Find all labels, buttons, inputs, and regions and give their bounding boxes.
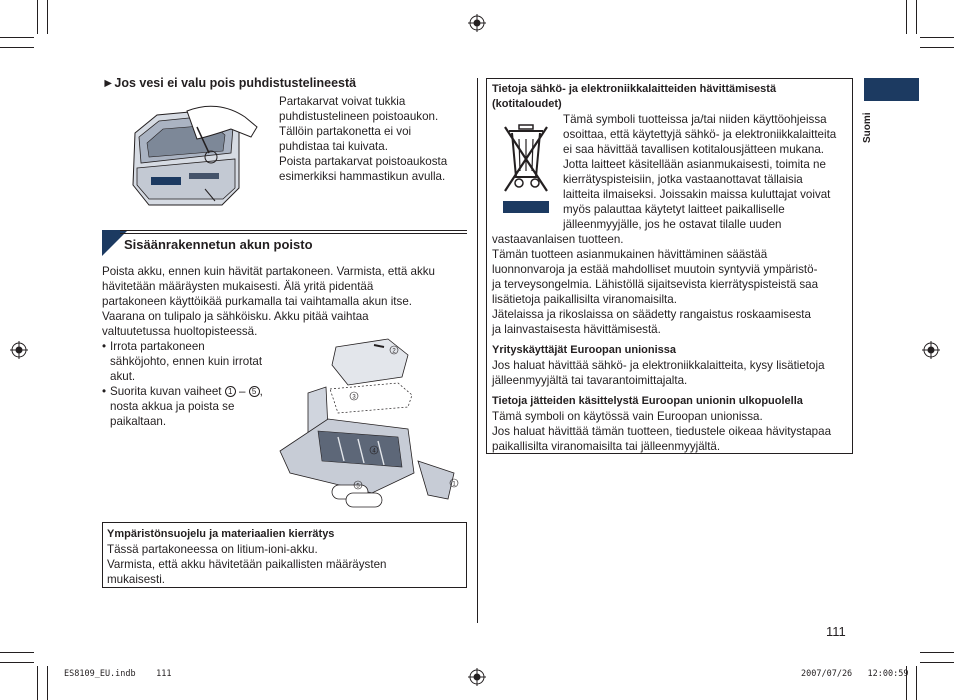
registration-mark-icon [10,341,28,359]
crossed-bin-icon [501,123,551,197]
battery-intro-line: Poista akku, ennen kuin hävität partakoneen. Varmista, että akku [102,265,435,278]
registration-mark-icon [922,341,940,359]
crop-mark [916,666,917,700]
footer-filename: ES8109_EU.indb [64,669,136,679]
footer-timestamp [801,669,909,679]
bullet-line: sähköjohto, ennen kuin irrotat [110,355,263,368]
svg-text:5: 5 [356,483,360,490]
crop-mark [920,662,954,663]
battery-intro-line: hävitetään määräysten mukaisesti. Älä yritä pidentää [102,280,374,293]
footer-file-page: 111 [156,669,172,679]
crop-mark [916,0,917,34]
drain-text-line: Partakarvat voivat tukkia [279,95,406,108]
environment-box [102,522,467,588]
registration-mark-icon [468,14,486,32]
list-item [102,384,282,429]
crop-mark [920,37,954,38]
weee-line: jälleenmyyjältä tai tavarantoimittajalta. [492,374,688,387]
bullet-text: Suorita kuvan vaiheet [110,385,222,398]
language-tab [864,78,919,101]
heading-rule [120,233,467,234]
crop-mark [0,47,34,48]
battery-intro-line: valtuutetussa huoltopisteessä. [102,325,258,338]
crop-mark [0,37,34,38]
drain-text-line: puhdistaa tai kuivata. [279,140,388,153]
bullet-text: , [259,385,263,398]
weee-line: Jotta laitteet käsitellään asianmukaisesti, toimita ne [563,158,826,171]
drain-text-line: Poista partakarvat poistoaukosta [279,155,448,168]
drain-text-line: puhdistustelineen poistoaukon. [279,110,439,123]
weee-line: Jos haluat hävittää sähkö- ja elektroniikkalaitteita, kysy lisätietoja [492,359,825,372]
drain-text [279,94,447,184]
bullet-line [110,384,282,399]
bullet-text: – [238,385,246,398]
disassembly-illustration [278,333,464,513]
list-item [102,339,282,384]
environment-box-line: mukaisesti. [107,573,165,586]
page-number: 111 [826,624,846,639]
footer-time: 12:00:59 [867,669,909,679]
battery-intro [102,264,467,339]
battery-intro-line: Vaarana on tulipalo ja sähköisku. Akku pitää vaihtaa [102,310,369,323]
crop-mark [37,666,38,700]
crop-mark [906,0,907,34]
crop-mark [47,666,48,700]
bullet-line: akut. [110,370,136,383]
heading-text: Sisäänrakennetun akun poisto [124,237,313,252]
weee-title-line: Tietoja sähkö- ja elektroniikkalaitteiden hävittämisestä [492,83,777,95]
crop-mark [0,652,34,653]
heading-text: Jos vesi ei valu pois puhdistustelineestä [114,76,357,90]
weee-line: ei saa hävittää tavallisen kotitalousjätteen mukana. [563,143,825,156]
cleaning-stand-illustration [127,93,277,215]
drain-text-line: Tällöin partakonetta ei voi [279,125,412,138]
weee-line: myös palauttaa käytetyt laitteet paikalliselle [563,203,785,216]
weee-bar [503,201,549,213]
weee-line: paikallisilta viranomaisilta tai jälleenmyyjältä. [492,440,721,453]
weee-line: Tämä symboli tuotteissa ja/tai niiden käyttöohjeissa [563,113,827,126]
business-users-title: Yrityskäyttäjät Euroopan unionissa [492,344,676,356]
crop-mark [37,0,38,34]
weee-line: lisätietoja paikallisilta viranomaisilta. [492,293,677,306]
weee-line: Jos haluat hävittää tämän tuotteen, tiedustele oikeaa hävitystapaa [492,425,832,438]
svg-text:1: 1 [452,481,456,488]
weee-line: osoittaa, että käytettyjä sähkö- ja elektroniikkalaitteita [563,128,837,141]
crop-mark [0,662,34,663]
weee-line: laitteita ilmaiseksi. Joissakin maissa kuluttajat voivat [563,188,831,201]
weee-full-text [492,232,850,454]
crop-mark [920,652,954,653]
weee-info-box [486,78,853,454]
weee-line: ja terveysongelmia. Lähistöllä sijaitsevista kierrätyspisteistä saa [492,278,819,291]
weee-line: Jätelaissa ja rikoslaissa on säädetty rangaistus roskaamisesta [492,308,811,321]
environment-box-line: Varmista, että akku hävitetään paikallisten määräysten [107,558,387,571]
registration-mark-icon [468,668,486,686]
weee-line: kierrätyspisteisiin, jotka vastaanottavat tällaisia [563,173,803,186]
step-number-badge: 5 [249,386,260,397]
weee-line: Tämä symboli on käytössä vain Euroopan unionissa. [492,410,763,423]
svg-text:4: 4 [372,448,376,455]
environment-box-line: Tässä partakoneessa on litium-ioni-akku. [107,543,318,556]
weee-symbol [501,123,551,213]
bullet-line: • Irrota partakoneen [110,340,205,353]
weee-title-line: (kotitaloudet) [492,98,562,110]
section-heading-battery [102,230,467,256]
bullet-line: paikaltaan. [110,415,167,428]
outside-eu-title: Tietoja jätteiden käsittelystä Euroopan unionin ulkopuolella [492,395,803,407]
footer-date: 2007/07/26 [801,669,853,679]
step-number-badge: 1 [225,386,236,397]
bullet-line: nosta akkua ja poista se [110,400,235,413]
weee-wrap-text [563,112,853,232]
weee-line: ja lainvastaisesta hävittämisestä. [492,323,661,336]
column-divider [477,78,478,623]
heading-marker: ► [102,76,115,90]
svg-text:3: 3 [352,394,356,401]
crop-mark [47,0,48,34]
weee-line: Tämän tuotteen asianmukainen hävittäminen säästää [492,248,768,261]
language-label: Suomi [862,112,873,143]
section-heading-drain [102,76,356,90]
battery-steps [102,339,282,429]
svg-text:2: 2 [392,348,396,355]
drain-text-line: esimerkiksi hammastikun avulla. [279,170,446,183]
battery-intro-line: partakoneen käyttöikää purkamalla tai vaihtamalla akun itse. [102,295,412,308]
crop-mark [920,47,954,48]
footer-file [64,669,172,679]
weee-line: luonnonvaroja ja estää mahdolliset muutoin syntyviä ympäristö- [492,263,818,276]
weee-line: jälleenmyyjälle, jos he ostavat tilalle uuden [563,218,782,231]
weee-line: vastaavanlaisen tuotteen. [492,233,624,246]
heading-rule [120,230,467,231]
environment-box-title: Ympäristönsuojelu ja materiaalien kierrätys [107,528,335,540]
